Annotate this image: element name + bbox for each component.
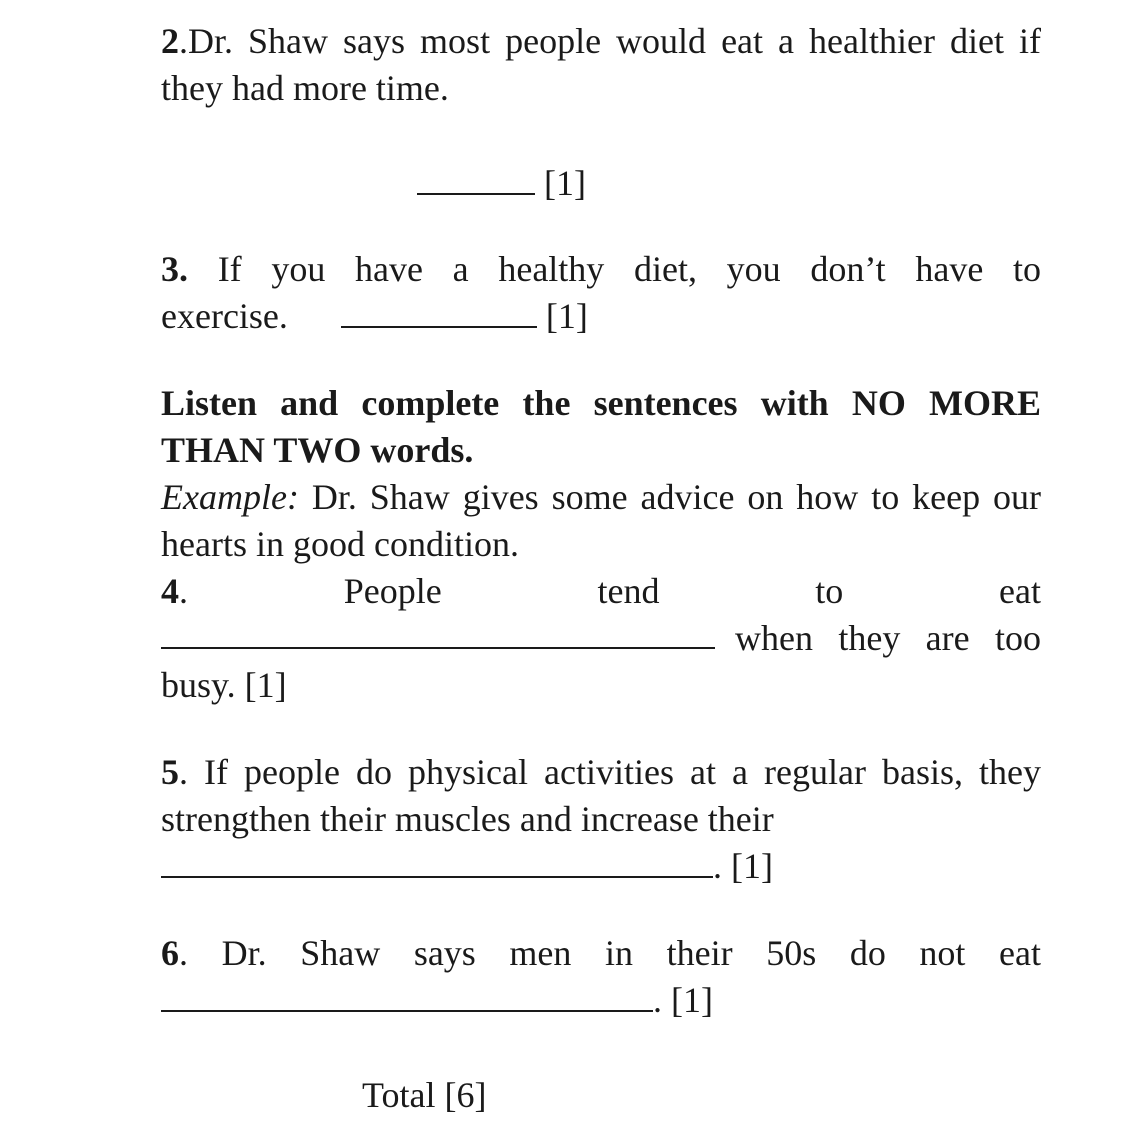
question-4-line-3 [161,662,287,709]
total-score [362,1072,486,1119]
question-5-number: 5 [161,752,179,792]
example-sentence [161,474,1041,568]
question-4-number: 4 [161,571,179,611]
question-4-word-4: eat [998,571,1041,611]
question-4-tail: busy. [1] [161,665,287,705]
question-4-lead [161,568,188,615]
question-6-text: . Dr. Shaw says men in their 50s do not eat [179,933,1041,973]
question-4-line-1 [161,568,1041,615]
question-4-dot: . [179,571,188,611]
question-2-text: .Dr. Shaw says most people would eat a healthier diet if they had more time. [161,21,1041,108]
instructions-heading-text: Listen and complete the sentences with NO MORE THAN TWO words. [161,383,1041,470]
question-3-answer-blank[interactable] [341,294,537,328]
question-2-answer-blank[interactable] [417,161,535,195]
question-4-word-3: to [815,571,844,611]
question-6 [161,930,1041,977]
question-4-line-2 [161,615,1041,662]
question-3-text-line-1: If you have a healthy diet, you don’t have to [217,249,1042,289]
question-5-text: . If people do physical activities at a regular basis, they strengthen their muscles and increase their [161,752,1041,839]
question-6-answer [161,977,713,1024]
example-label: Example: [161,477,299,517]
example-text: Dr. Shaw gives some advice on how to keep our hearts in good condition. [161,477,1041,564]
question-3-text-line-2: exercise. [161,296,288,336]
question-3-first-line [161,246,1041,293]
question-4-after-blank [735,615,1041,662]
question-3-line-1 [161,246,1041,293]
question-2-mark: [1] [544,163,586,203]
question-6-mark: . [1] [653,980,713,1020]
question-3-line-2 [161,293,588,340]
question-4-word-2: tend [597,571,660,611]
question-2 [161,18,1041,112]
question-5-answer [161,843,773,890]
question-2-number: 2 [161,21,179,61]
question-3-number: 3. [161,249,188,289]
question-2-answer [417,160,586,207]
question-4-word-1: People [343,571,442,611]
question-5-answer-blank[interactable] [161,844,713,878]
total-score-label: Total [6] [362,1075,487,1115]
question-5 [161,749,1041,843]
question-4-after-blank-text: when they are too [735,618,1041,658]
question-5-mark: . [1] [713,846,773,886]
question-4-answer-blank[interactable] [161,615,715,649]
question-6-answer-blank[interactable] [161,978,653,1012]
question-3-mark: [1] [545,296,588,336]
instructions-heading [161,380,1041,474]
question-6-number: 6 [161,933,179,973]
